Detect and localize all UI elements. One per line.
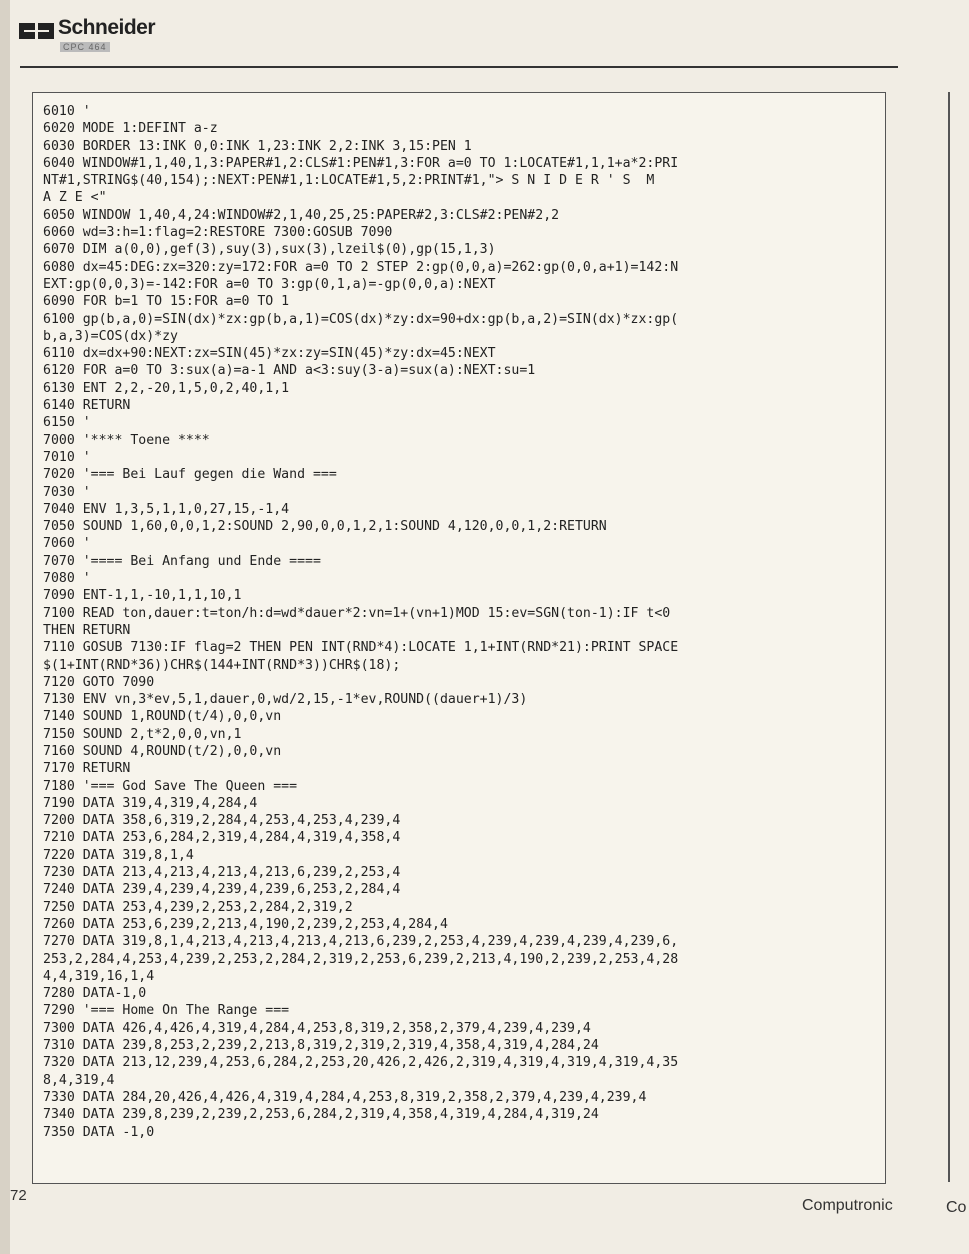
code-line: 7040 ENV 1,3,5,1,1,0,27,15,-1,4 (43, 501, 290, 517)
header-rule (20, 66, 898, 68)
code-line: 6130 ENT 2,2,-20,1,5,0,2,40,1,1 (43, 380, 290, 396)
code-line: 6140 RETURN (43, 398, 131, 414)
code-line: 6050 WINDOW 1,40,4,24:WINDOW#2,1,40,25,25:PAPER#2,3:CLS#2:PEN#2,2 (43, 207, 560, 223)
code-line: 7160 SOUND 4,ROUND(t/2),0,0,vn (43, 743, 282, 759)
code-line: 253,2,284,4,253,4,239,2,253,2,284,2,319,2,253,6,239,2,213,4,190,2,239,2,253,4,28 (43, 951, 679, 967)
code-line: 7290 '=== Home On The Range === (43, 1003, 290, 1019)
code-line: 7250 DATA 253,4,239,2,253,2,284,2,319,2 (43, 899, 353, 915)
code-line: 7120 GOTO 7090 (43, 674, 155, 690)
code-line: 7340 DATA 239,8,239,2,239,2,253,6,284,2,319,4,358,4,319,4,284,4,319,24 (43, 1107, 599, 1123)
code-line: 7060 ' (43, 536, 91, 552)
code-line: 7280 DATA-1,0 (43, 986, 147, 1002)
code-line: 7090 ENT-1,1,-10,1,1,10,1 (43, 588, 242, 604)
model-badge: CPC 464 (60, 42, 110, 52)
code-line: 6040 WINDOW#1,1,40,1,3:PAPER#1,2:CLS#1:PEN#1,3:FOR a=0 TO 1:LOCATE#1,1,1+a*2:PRI (43, 155, 679, 171)
program-listing (43, 103, 678, 1141)
code-line: $(1+INT(RND*36))CHR$(144+INT(RND*3))CHR$(18); (43, 657, 401, 673)
code-line: A Z E <" (43, 190, 107, 206)
code-line: 7210 DATA 253,6,284,2,319,4,284,4,319,4,358,4 (43, 830, 401, 846)
code-line: 7220 DATA 319,8,1,4 (43, 847, 194, 863)
code-line: THEN RETURN (43, 622, 131, 638)
code-line: 4,4,319,16,1,4 (43, 968, 155, 984)
code-line: 7260 DATA 253,6,239,2,213,4,190,2,239,2,253,4,284,4 (43, 916, 448, 932)
program-listing-box (32, 92, 886, 1184)
code-line: 7010 ' (43, 449, 91, 465)
code-line: 7240 DATA 239,4,239,4,239,4,239,6,253,2,284,4 (43, 882, 401, 898)
code-line: 7320 DATA 213,12,239,4,253,6,284,2,253,20,426,2,426,2,319,4,319,4,319,4,319,4,35 (43, 1055, 679, 1071)
code-line: 7140 SOUND 1,ROUND(t/4),0,0,vn (43, 709, 282, 725)
code-line: 7020 '=== Bei Lauf gegen die Wand === (43, 467, 337, 483)
code-line: 7190 DATA 319,4,319,4,284,4 (43, 795, 258, 811)
schneider-logo-icon (18, 20, 56, 42)
page-header (18, 12, 418, 58)
code-line: 7150 SOUND 2,t*2,0,0,vn,1 (43, 726, 242, 742)
code-line: 6020 MODE 1:DEFINT a-z (43, 121, 218, 137)
code-line: 7000 '**** Toene **** (43, 432, 210, 448)
code-line: NT#1,STRING$(40,154);:NEXT:PEN#1,1:LOCATE#1,5,2:PRINT#1,"> S N I D E R ' S M (43, 173, 655, 189)
code-line: 6150 ' (43, 415, 91, 431)
code-line: 6090 FOR b=1 TO 15:FOR a=0 TO 1 (43, 294, 290, 310)
page-number: 72 (10, 1187, 27, 1204)
paper-edge (0, 0, 10, 1254)
code-line: 6030 BORDER 13:INK 0,0:INK 1,23:INK 2,2:INK 3,15:PEN 1 (43, 138, 472, 154)
code-line: 6080 dx=45:DEG:zx=320:zy=172:FOR a=0 TO 2 STEP 2:gp(0,0,a)=262:gp(0,0,a+1)=142:N (43, 259, 679, 275)
code-line: 7180 '=== God Save The Queen === (43, 778, 298, 794)
code-line: 7270 DATA 319,8,1,4,213,4,213,4,213,4,213,6,239,2,253,4,239,4,239,4,239,4,239,6, (43, 934, 679, 950)
code-line: 7050 SOUND 1,60,0,0,1,2:SOUND 2,90,0,0,1,2,1:SOUND 4,120,0,0,1,2:RETURN (43, 519, 607, 535)
code-line: 7030 ' (43, 484, 91, 500)
code-line: 6120 FOR a=0 TO 3:sux(a)=a-1 AND a<3:suy(3-a)=sux(a):NEXT:su=1 (43, 363, 536, 379)
right-column-rule (948, 92, 950, 1182)
publisher-name: Computronic (802, 1197, 893, 1214)
code-line: 6060 wd=3:h=1:flag=2:RESTORE 7300:GOSUB 7090 (43, 225, 393, 241)
code-line: 7300 DATA 426,4,426,4,319,4,284,4,253,8,319,2,358,2,379,4,239,4,239,4 (43, 1020, 591, 1036)
code-line: 7200 DATA 358,6,319,2,284,4,253,4,253,4,239,4 (43, 813, 401, 829)
code-line: 7330 DATA 284,20,426,4,426,4,319,4,284,4,253,8,319,2,358,2,379,4,239,4,239,4 (43, 1089, 647, 1105)
code-line: b,a,3)=COS(dx)*zy (43, 328, 178, 344)
code-line: 8,4,319,4 (43, 1072, 115, 1088)
code-line: 7130 ENV vn,3*ev,5,1,dauer,0,wd/2,15,-1*ev,ROUND((dauer+1)/3) (43, 692, 528, 708)
code-line: 6010 ' (43, 104, 91, 119)
next-page-fragment: Co (946, 1199, 967, 1216)
code-line: 7080 ' (43, 571, 91, 587)
code-line: 7350 DATA -1,0 (43, 1124, 155, 1140)
code-line: 6100 gp(b,a,0)=SIN(dx)*zx:gp(b,a,1)=COS(dx)*zy:dx=90+dx:gp(b,a,2)=SIN(dx)*zx:gp( (43, 311, 679, 327)
code-line: 7110 GOSUB 7130:IF flag=2 THEN PEN INT(RND*4):LOCATE 1,1+INT(RND*21):PRINT SPACE (43, 640, 679, 656)
code-line: 7070 '==== Bei Anfang und Ende ==== (43, 553, 321, 569)
code-line: 6110 dx=dx+90:NEXT:zx=SIN(45)*zx:zy=SIN(45)*zy:dx=45:NEXT (43, 346, 496, 362)
code-line: EXT:gp(0,0,3)=-142:FOR a=0 TO 3:gp(0,1,a)=-gp(0,0,a):NEXT (43, 276, 496, 292)
code-line: 6070 DIM a(0,0),gef(3),suy(3),sux(3),lzeil$(0),gp(15,1,3) (43, 242, 496, 258)
brand-name: Schneider (58, 16, 156, 39)
code-line: 7230 DATA 213,4,213,4,213,4,213,6,239,2,253,4 (43, 865, 401, 881)
code-line: 7310 DATA 239,8,253,2,239,2,213,8,319,2,319,2,319,4,358,4,319,4,284,24 (43, 1038, 599, 1054)
code-line: 7100 READ ton,dauer:t=ton/h:d=wd*dauer*2:vn=1+(vn+1)MOD 15:ev=SGN(ton-1):IF t<0 (43, 605, 671, 621)
code-line: 7170 RETURN (43, 761, 131, 777)
